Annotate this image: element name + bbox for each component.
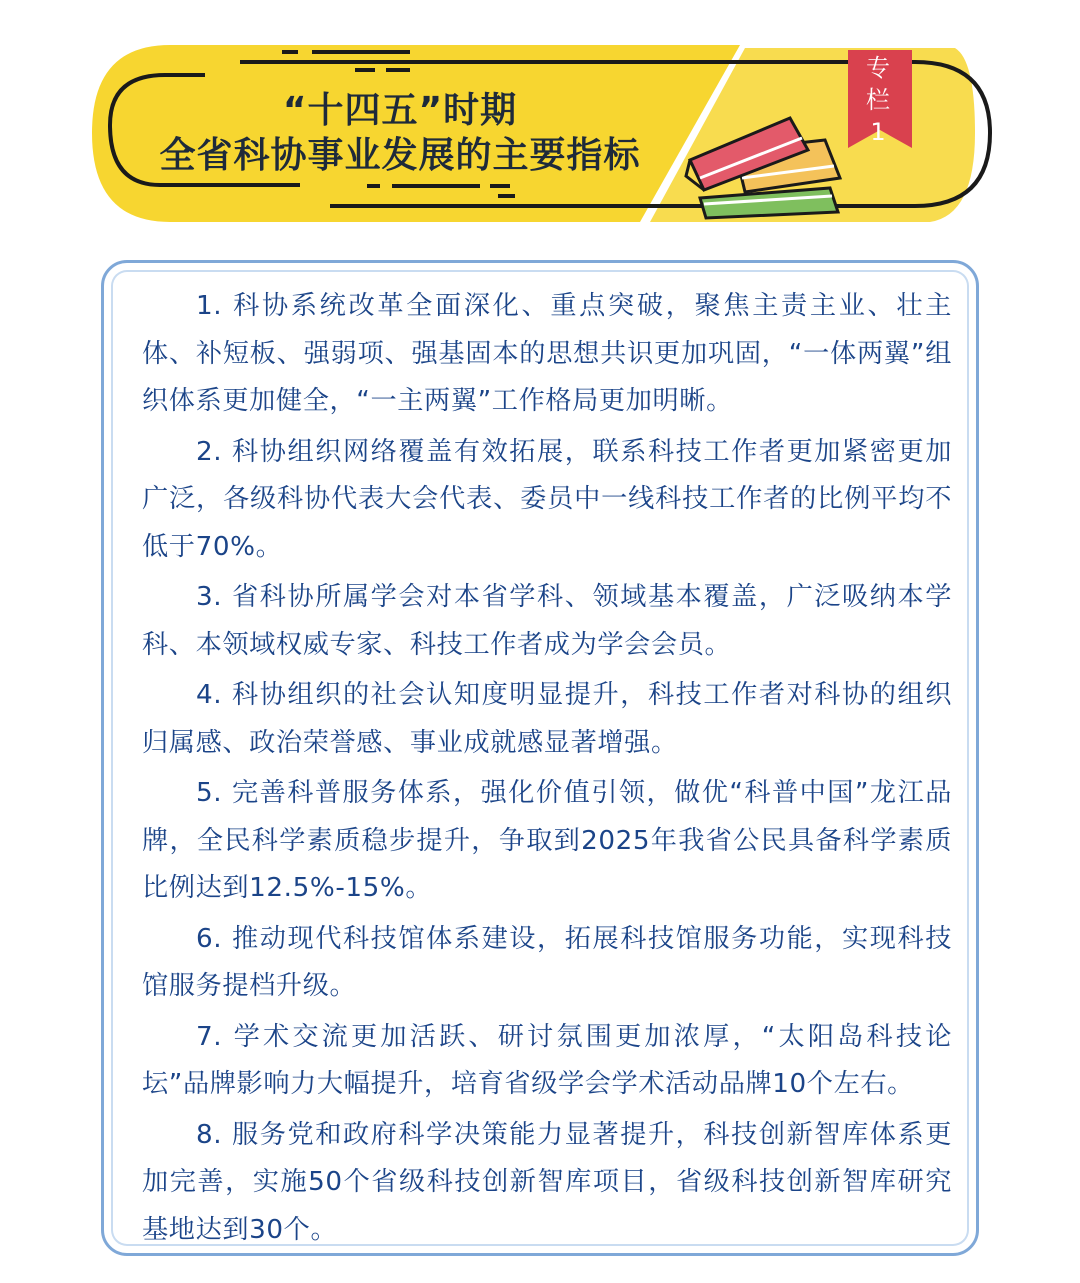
indicator-item-3: 3. 省科协所属学会对本省学科、领域基本覆盖，广泛吸纳本学科、本领域权威专家、科技工作者成为学会会员。: [142, 582, 952, 660]
indicator-item-5: 5. 完善科普服务体系，强化价值引领，做优“科普中国”龙江品牌，全民科学素质稳步提升，争取到2025年我省公民具备科学素质比例达到12.5%-15%。: [142, 778, 952, 903]
ribbon-char: 栏: [866, 86, 890, 114]
indicator-item-8: 8. 服务党和政府科学决策能力显著提升，科技创新智库体系更加完善，实施50个省级科技创新智库项目，省级科技创新智库研究基地达到30个。: [142, 1119, 952, 1245]
page-title-line-2: 全省科协事业发展的主要指标: [159, 135, 641, 176]
indicator-panel: [101, 260, 979, 1256]
header-banner: [0, 0, 1080, 240]
ribbon-char: 专: [866, 54, 890, 82]
ribbon-label: [858, 52, 898, 148]
indicator-item-2: 2. 科协组织网络覆盖有效拓展，联系科技工作者更加紧密更加广泛，各级科协代表大会代表、委员中一线科技工作者的比例平均不低于70%。: [142, 436, 952, 562]
indicator-item-6: 6. 推动现代科技馆体系建设，拓展科技馆服务功能，实现科技馆服务提档升级。: [142, 923, 952, 1001]
ribbon-char: 1: [870, 118, 886, 146]
indicator-list: [142, 283, 952, 1257]
indicator-item-1: 1. 科协系统改革全面深化、重点突破，聚焦主责主业、壮主体、补短板、强弱项、强基固本的思想共识更加巩固，“一体两翼”组织体系更加健全，“一主两翼”工作格局更加明晰。: [142, 291, 952, 416]
page-title-line-1: “十四五”时期: [282, 90, 518, 131]
indicator-item-4: 4. 科协组织的社会认知度明显提升，科技工作者对科协的组织归属感、政治荣誉感、事业成就感显著增强。: [142, 680, 952, 758]
indicator-item-7: 7. 学术交流更加活跃、研讨氛围更加浓厚，“太阳岛科技论坛”品牌影响力大幅提升，培育省级学会学术活动品牌10个左右。: [142, 1021, 952, 1099]
